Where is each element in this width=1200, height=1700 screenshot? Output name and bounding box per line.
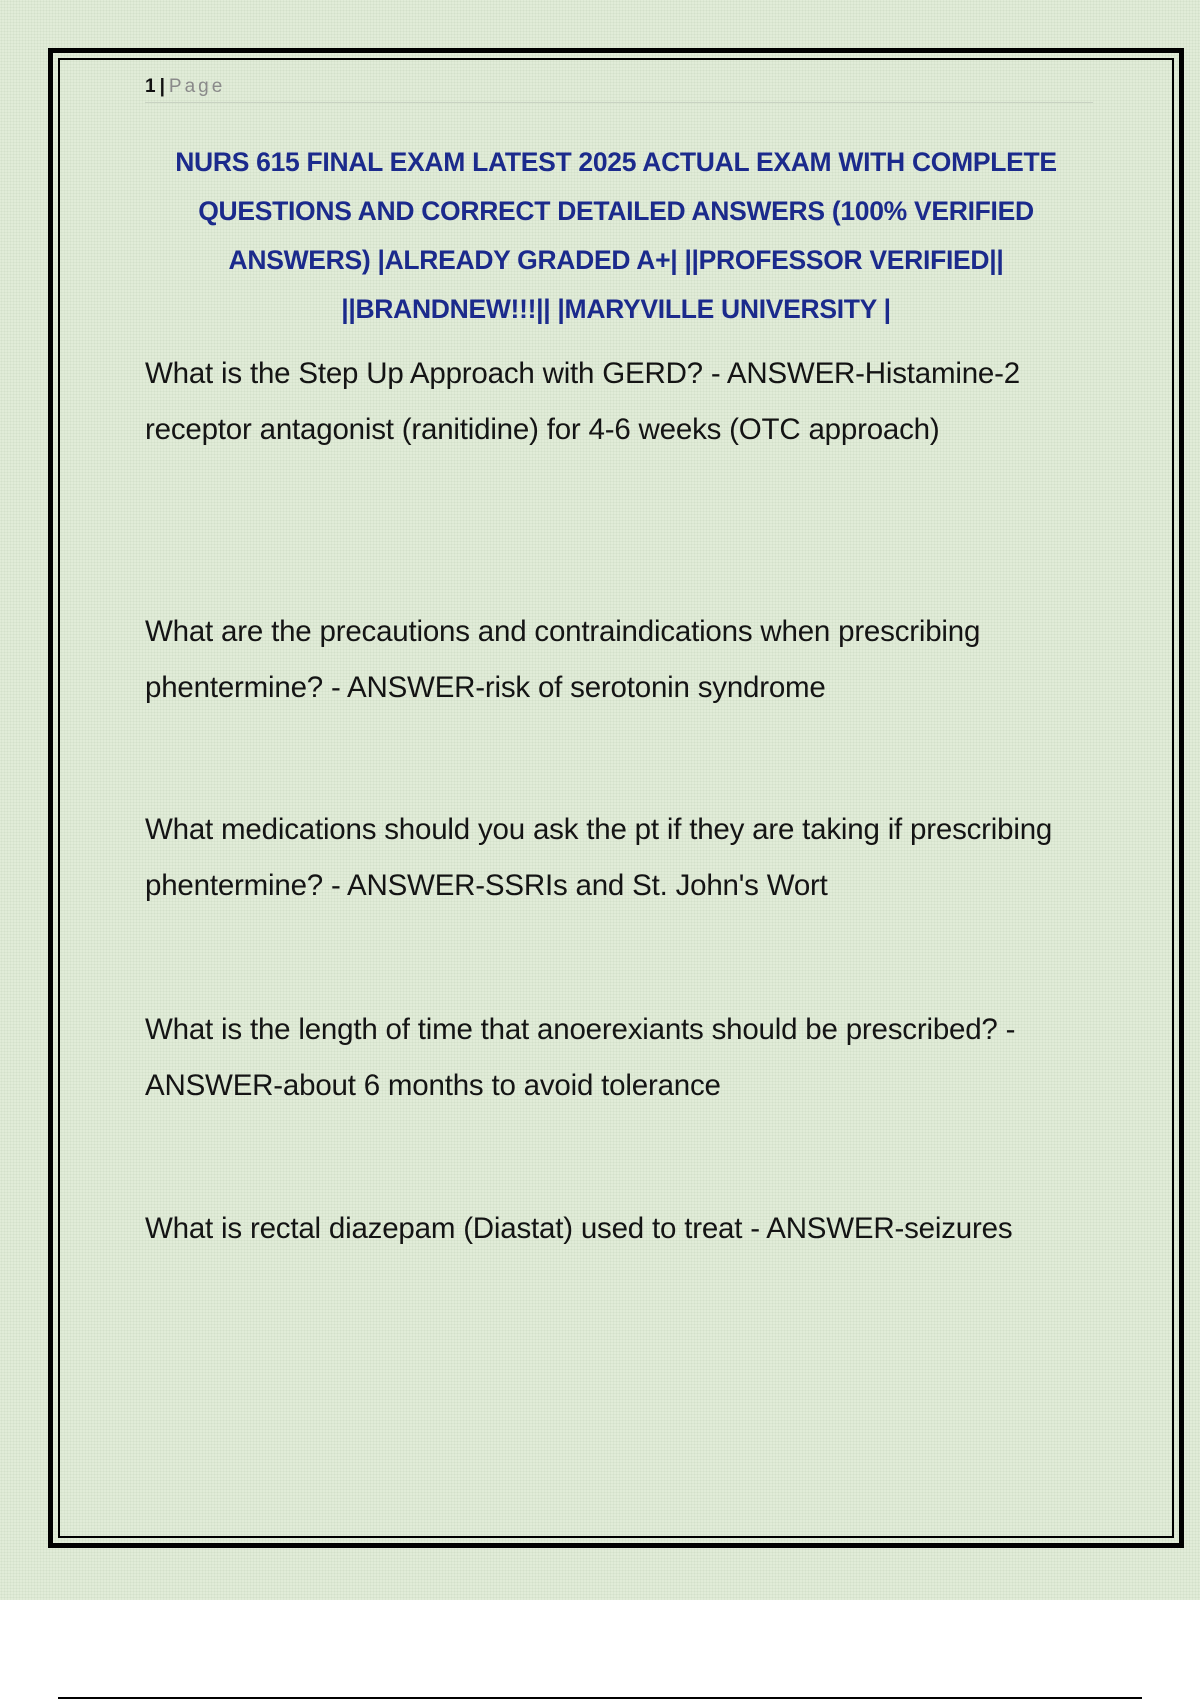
- page-number: 1: [145, 76, 156, 97]
- footer-rule: [58, 1697, 1142, 1699]
- qa-item-2: What are the precautions and contraindications when prescribing phentermine? - ANSWER-risk of serotonin syndrome: [145, 615, 981, 704]
- page-header: [145, 74, 1093, 103]
- page-separator: |: [159, 76, 165, 97]
- qa-item-4: What is the length of time that anoerexiants should be prescribed? - ANSWER-about 6 months to avoid tolerance: [145, 1013, 1016, 1102]
- page-label: Page: [168, 76, 226, 97]
- document-title: NURS 615 FINAL EXAM LATEST 2025 ACTUAL EXAM WITH COMPLETE QUESTIONS AND CORRECT DETAILED ANSWERS (100% VERIFIED ANSWERS) |ALREADY GRADED A+| ||PROFESSOR VERIFIED|| ||BRANDNEW!!!|| |MARYVILLE UNIVERSITY |: [175, 147, 1057, 324]
- qa-item-5: What is rectal diazepam (Diastat) used to treat - ANSWER-seizures: [145, 1212, 1013, 1245]
- qa-item-1: What is the Step Up Approach with GERD? - ANSWER-Histamine-2 receptor antagonist (ranitidine) for 4-6 weeks (OTC approach): [145, 357, 1020, 446]
- qa-item-3: What medications should you ask the pt if they are taking if prescribing phentermine? - ANSWER-SSRIs and St. John's Wort: [145, 813, 1053, 902]
